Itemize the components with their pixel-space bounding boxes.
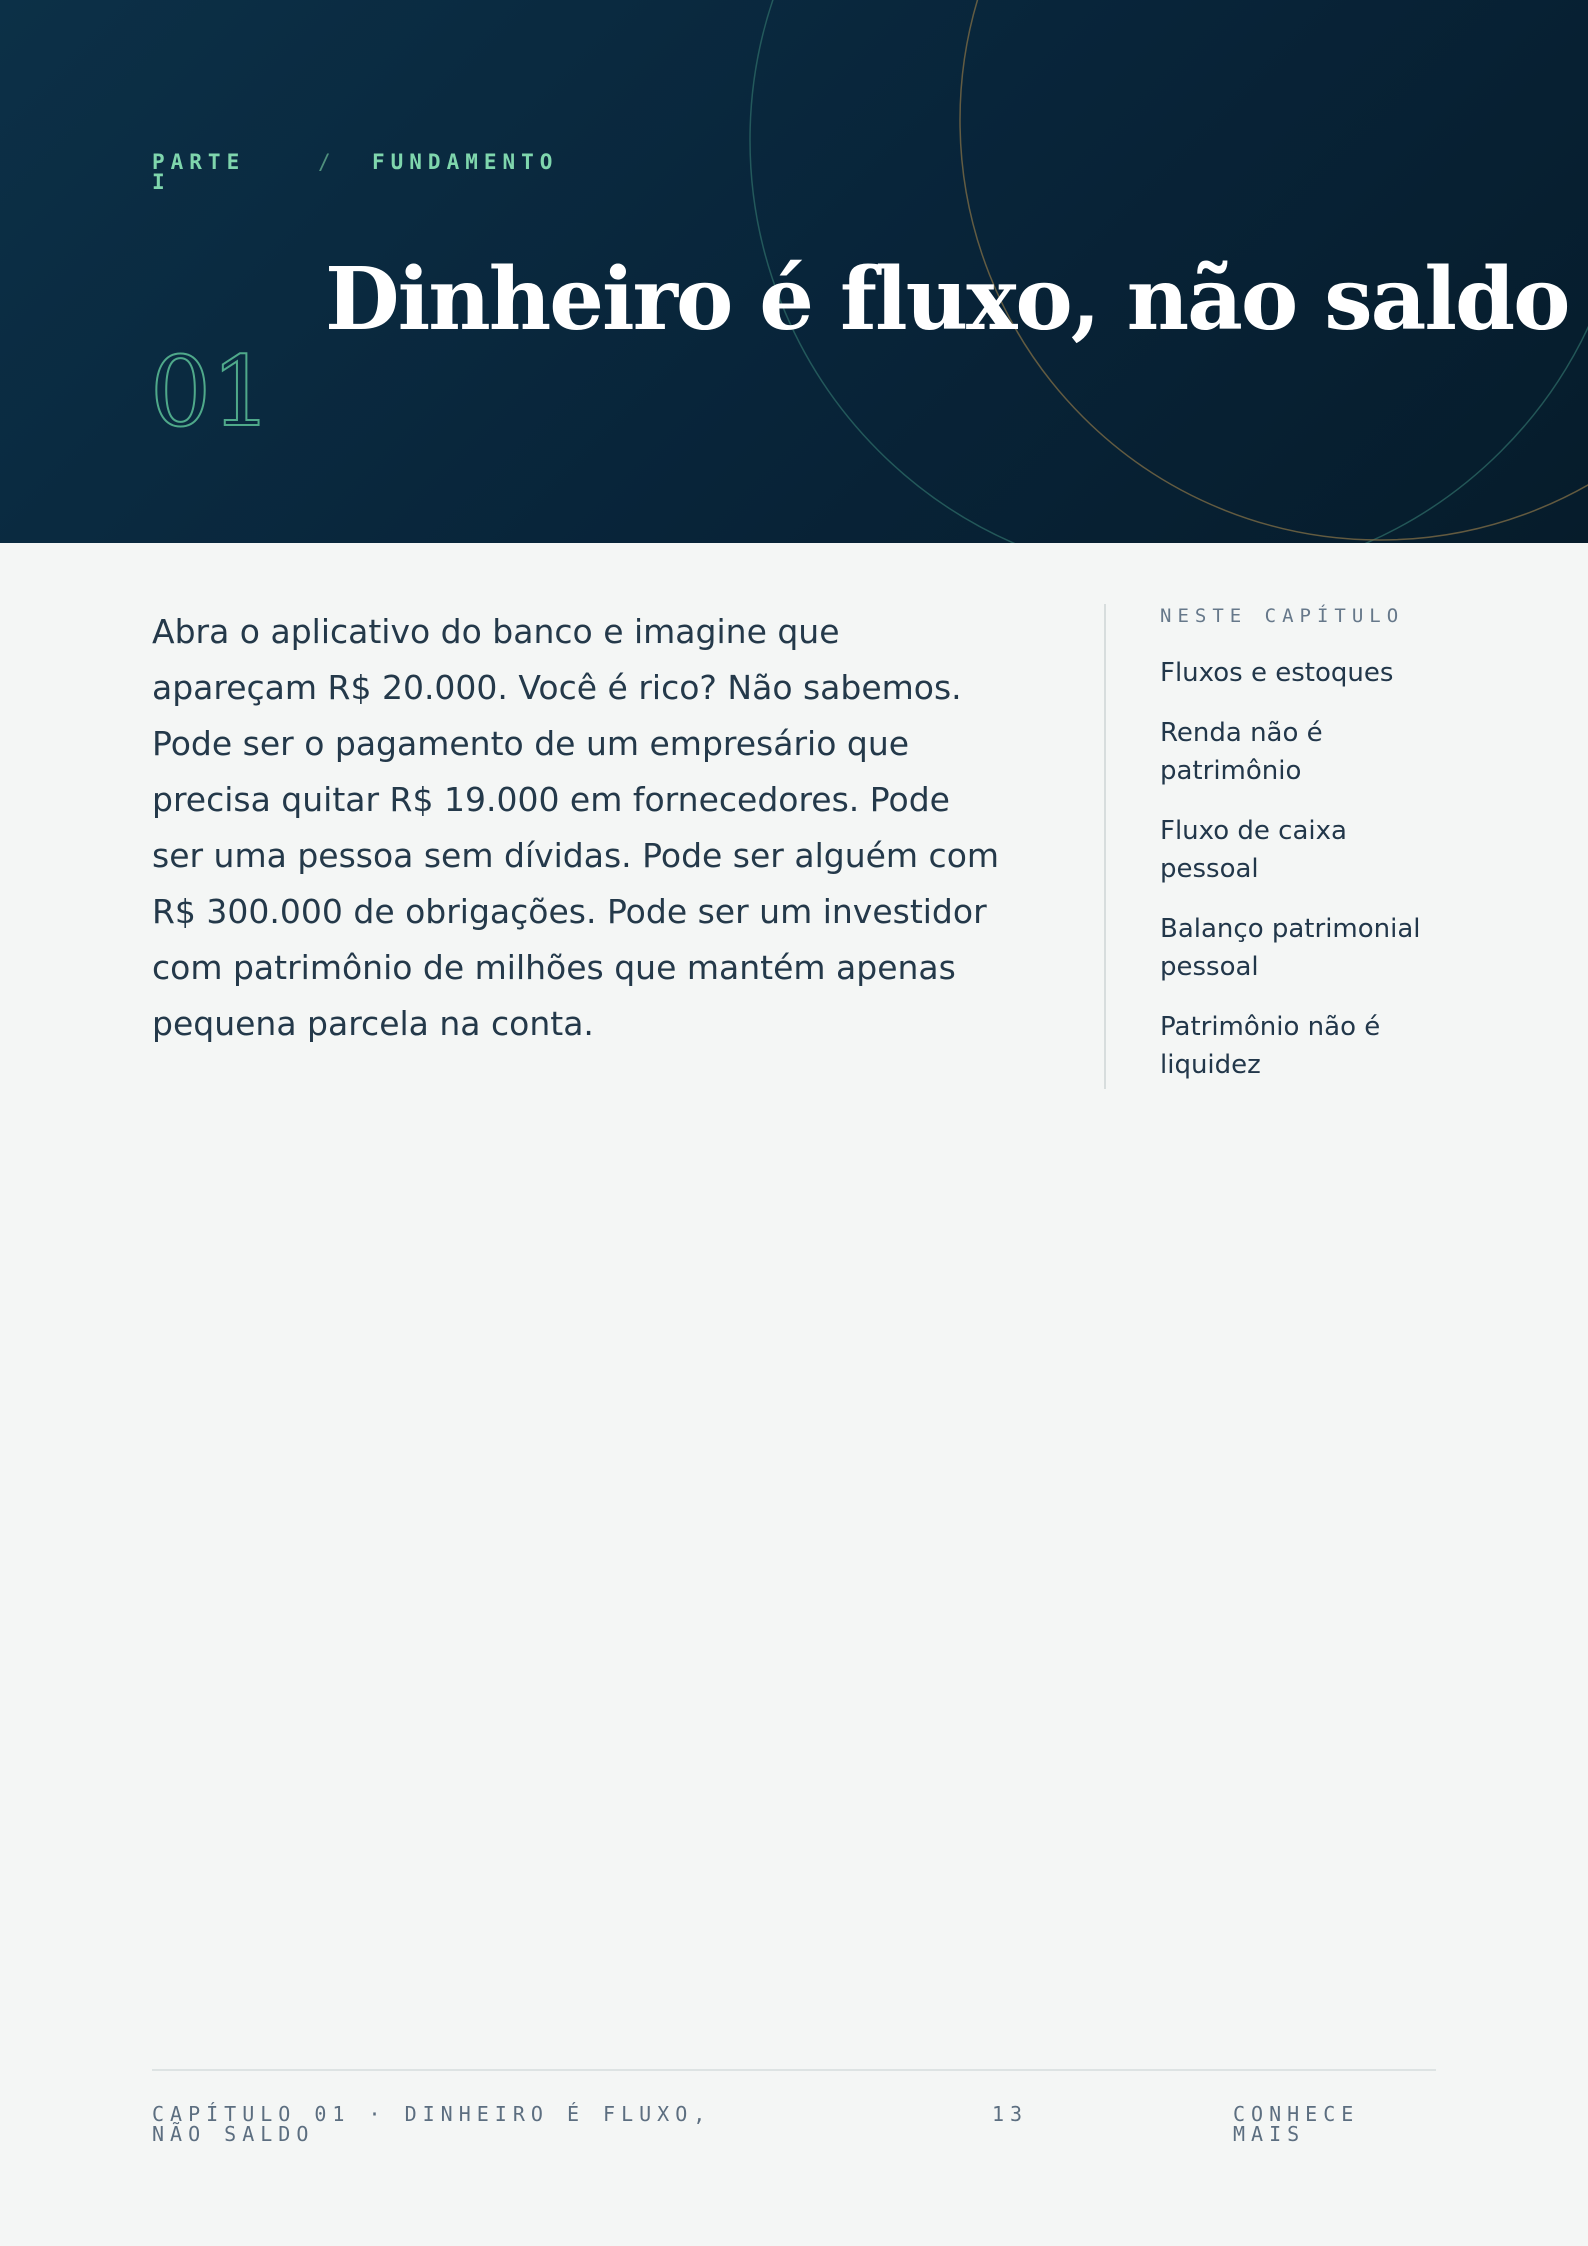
toc-heading: NESTE CAPÍTULO [1160, 605, 1405, 627]
toc-item[interactable]: Fluxo de caixa pessoal [1160, 816, 1347, 884]
chapter-number: 01 [150, 336, 273, 448]
part-label: PARTE I [152, 150, 246, 194]
kicker-separator: / [318, 150, 337, 174]
toc-item[interactable]: Balanço patrimonial pessoal [1160, 914, 1421, 982]
page-number: 13 [992, 2102, 1029, 2126]
chapter-toc [1104, 604, 1434, 1089]
toc-item[interactable]: Patrimônio não é liquidez [1160, 1012, 1381, 1080]
toc-list [1160, 654, 1434, 1084]
section-label: FUNDAMENTO [372, 150, 559, 174]
footer-running-title: CAPÍTULO 01 · DINHEIRO É FLUXO, NÃO SALDO [152, 2102, 712, 2146]
footer-right-label[interactable]: CONHECE MAIS [1233, 2102, 1360, 2146]
chapter-title: Dinheiro é fluxo, não saldo [325, 249, 1569, 350]
intro-paragraph: Abra o aplicativo do banco e imagine que apareçam R$ 20.000. Você é rico? Não sabemos. Pode ser o pagamento de um empresário que precisa quitar R$ 19.000 em fornecedores. Pode ser uma pessoa sem dívidas. Pode ser alguém com R$ 300.000 de obrigações. Pode ser um investidor com patrimônio de milhões que mantém apenas pequena parcela na conta. [152, 612, 1000, 1043]
chapter-header [0, 0, 1588, 543]
toc-item[interactable]: Renda não é patrimônio [1160, 718, 1323, 786]
footer-divider [152, 2069, 1436, 2071]
toc-item[interactable]: Fluxos e estoques [1160, 658, 1394, 688]
